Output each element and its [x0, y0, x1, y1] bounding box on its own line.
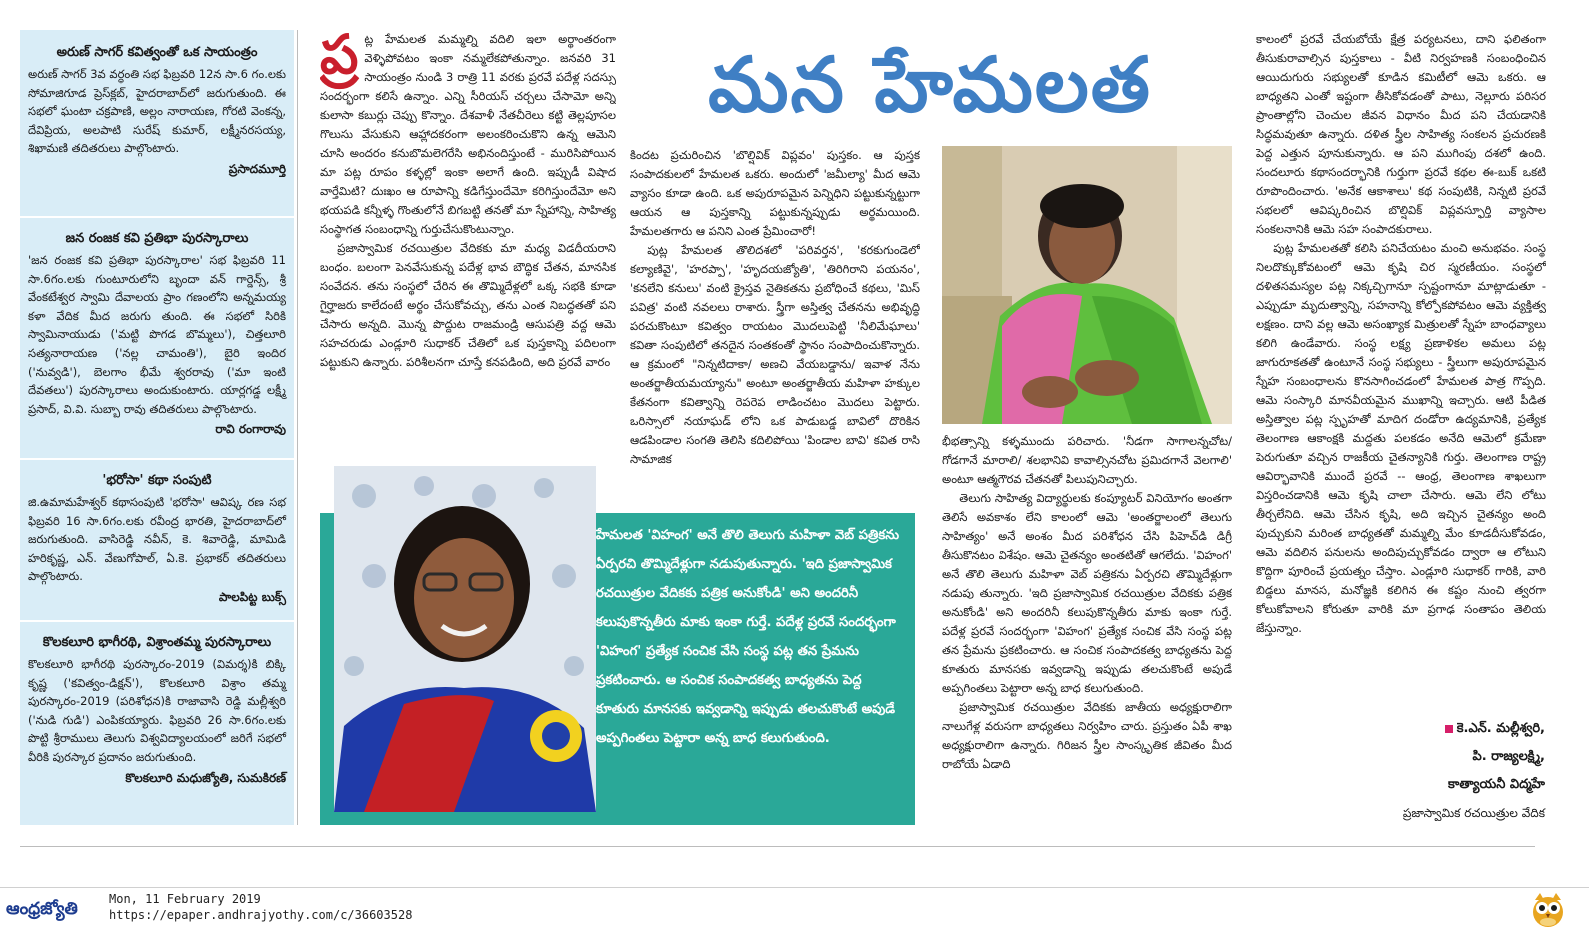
- article-paragraph: పుట్ల హేమలతతో కలిసి పనిచేయటం మంచి అనుభవం. సంస్థ నిలదొక్కుకోవటంలో ఆమె కృషి చిర స్మరణీయం. సంస్థలో దళితసమస్యల పట్ల నిక్కచ్చిగానూ స్పష్టంగానూ మాట్లాడుతూ - ఎప్పుడూ మృదుత్వాన్ని, సహనాన్ని కోల్పోకపోవటం ఆమె వ్యక్తిత్వ లక్షణం. దాని వల్ల ఆమె అసంఖ్యాక మిత్రులతో స్నేహ బాంధవ్యాలు కలిగి ఉండేవారు. సంస్థ లక్ష్య ప్రణాళికల అమలు పట్ల జాగురూకతతో ఉంటూనే సంస్థ సభ్యులు - స్త్రీలుగా అపురూపమైన స్నేహ సంబంధాలను కొనసాగించడంలో హేమలత పాత్ర గొప్పది. ఆమె సంస్కారి మానవీయమైన ముఖాన్ని ఇచ్చారు. ఆటి పీడిత అస్తిత్వాల పట్ల స్పృహతో మాదిగ దండోరా ఉద్యమానికి, ప్రత్యేక తెలంగాణ ఆకాంక్షకి మద్దతు పలకడం అనేది ఆమెలో క్రమేణా పెరుగుతూ వచ్చిన రాజకీయ చైతన్యానికి గుర్తు. తెలంగాణ రాష్ట్ర ఆవిర్భావానికి ముందే ప్రరవే -- ఆంధ్ర, తెలంగాణ శాఖలుగా విస్తరించడానికి ఆమె కృషి చాలా చేసారు. ఆమె లేని లోటు తీర్చలేనిది. ఆమె చేసిన కృషి, అది ఇచ్చిన చైతన్యం అంది పుచ్చుకుని మరింత బాధ్యతతో మమ్మల్ని మేం కూడదీసుకోవడం, ఆమె వదిలిన పనులను అందిపుచ్చుకోవడం ద్వారా ఆ లోటుని కొద్దిగా పూరించే ప్రయత్నం చేస్తాం. ఎండ్లూరి సుధాకర్ గారికి, వారి బిడ్డలు మానస, మనోజ్ఞకి కలిగిన ఈ కష్టం నుంచి త్వరగా కోలుకోవాలని కోరుతూ వారికి మా ప్రగాఢ సంతాపం తెలియ జేస్తున్నాం.: [1256, 241, 1546, 635]
- sidebar-divider: [20, 458, 294, 460]
- article-byline: [1300, 715, 1545, 827]
- sidebar-event-body: అరుణ్ సాగర్ 3వ వర్ధంతి సభ ఫిబ్రవరి 12న సా.6 గం.లకు సోమాజిగూడ ప్రెస్‌క్లబ్, హైదరాబాద్‌లో జరుగుతుంది. ఈ సభలో ఘంటా చక్రపాణి, అల్లం నారాయణ, గోరటి వెంకన్న, దేవిప్రియ, అలపాటి సురేష్ కుమార్, లక్ష్మీనరసయ్య, శిఖామణి తదితరులు పాల్గొంటారు.: [28, 67, 286, 156]
- portrait-photo-illustration: [942, 146, 1232, 424]
- article-column-1: [320, 30, 616, 458]
- sidebar-event-signature: కొలకలూరి మధుజ్యోతి, సుమకిరణ్: [125, 770, 286, 785]
- footer-meta: [109, 891, 412, 923]
- owl-icon-graphic: [1531, 890, 1565, 928]
- sidebar-event-body: 'జన రంజక కవి ప్రతిభా పురస్కారాల' సభ ఫిబ్రవరి 11 సా.6గం.లకు గుంటూరులోని బృందా వన్ గార్డెన్స్, శ్రీ వేంకటేశ్వర స్వామి దేవాలయ ప్రాం గణంలోని అన్నమయ్య కళా వేదిక మీద జరుగు తుంది. ఈ సభలో సిరికి స్వామినాయుడు ('మట్టి పొగడ బొమ్మలు'), చిత్తలూరి సత్యనారాయణ ('నల్ల చామంతి'), బైరి ఇందిర ('నువ్వడి'), బెలగాం భీమే శ్వరరావు ('మా ఇంటి దేవతలు') పురస్కారాలు అందుకుంటారు. యార్లగడ్డ లక్ష్మీ ప్రసాద్, వి.వి. సుబ్బా రావు తదితరులు పాల్గొంటారు.: [28, 253, 286, 416]
- article-paragraph: ప్రజాస్వామిక రచయిత్రుల వేదికకు జాతీయ అధ్యక్షురాలిగా నాలుగేళ్ల వరుసగా బాధ్యతలు నిర్వహిం చారు. ప్రస్తుతం ఏపీ శాఖ అధ్యక్షురాలిగా ఉన్నారు. గిరిజన స్త్రీల సాంస్కృతిక జీవితం మీద రాబోయే ఏడాది: [942, 700, 1232, 771]
- sidebar-event-title: జన రంజక కవి ప్రతిభా పురస్కారాలు: [65, 231, 249, 246]
- sidebar-event-title: అరుణ్ సాగర్ కవిత్వంతో ఒక సాయంత్రం: [56, 45, 258, 60]
- footer-rule: [0, 887, 1589, 888]
- sidebar-divider: [20, 620, 294, 622]
- sidebar-event-title: కొలకలూరి భాగీరథి, విశ్రాంతమ్మ పురస్కారాలు: [42, 635, 272, 650]
- byline-author-3: కాత్యాయనీ విద్మహే: [1448, 777, 1545, 792]
- sidebar-event-title: 'భరోసా' కథా సంపుటి: [102, 473, 212, 488]
- article-paragraph: ప్రజాస్వామిక రచయిత్రుల వేదికకు మా మధ్య విడదీయరాని బంధం. బలంగా పెనవేసుకున్న పదేళ్ల భావ బౌద్ధిక చేతన, మానసిక సంవేదన. తను సంస్థలో చేరిన ఈ తొమ్మిదేళ్లలో ఒక్క సభకి కూడా గైర్హాజరు కాలేదంటే అర్థం చేసుకోవచ్చు, తను ఎంత నిబద్ధతతో పని చేసారు అన్నది. మొన్న పొద్దుట రాజమండ్రి ఆసుపత్రి వద్ద ఆమె సహచరుడు ఎండ్లూరి సుధాకర్ చేతిలో ఒక పుస్తకాన్ని పదిలంగా పట్టుకుని ఉన్నారు. పరిశీలనగా చూస్తే కనపడింది, అది ప్రరవే వారం: [320, 241, 616, 369]
- owl-icon[interactable]: [1531, 890, 1565, 928]
- article-column-3: [942, 432, 1232, 840]
- sidebar-event-3: [20, 466, 294, 636]
- portrait-photo-red-saree: [334, 466, 596, 812]
- portrait-photo-green-saree: [942, 146, 1232, 424]
- sidebar-rule: [297, 30, 298, 825]
- sidebar-divider: [20, 216, 294, 218]
- sidebar-event-body: జి.ఉమామహేశ్వర్ కథాసంపుటి 'భరోసా' ఆవిష్క రణ సభ ఫిబ్రవరి 16 సా.6గం.లకు రవీంద్ర భారతి, హైదరాబాద్‌లో జరుగుతుంది. వాసిరెడ్డి నవీన్, కె. శివారెడ్డి, మామిడి హరికృష్ణ, ఎన్. వేణుగోపాల్, ఏ.కె. ప్రభాకర్ తదితరులు పాల్గొంటారు.: [28, 495, 286, 584]
- article-paragraph: కిందట ప్రచురించిన 'బొల్షివిక్ విప్లవం' పుస్తకం. ఆ పుస్తక సంపాదకులలో హేమలత ఒకరు. అందులో 'జమీల్యా' మీద ఆమె వ్యాసం కూడా ఉంది. ఒక అపురూపమైన పెన్నిధిని పట్టుకున్నట్టుగా ఆయన ఆ పుస్తకాన్ని పట్టుకున్నప్పుడు అర్థమయింది. హేమలతగారు ఆ పనిని ఎంత ప్రేమించారో!: [630, 148, 920, 238]
- byline-author-2: పి. రాజ్యలక్ష్మి,: [1472, 749, 1545, 764]
- byline-marker-icon: [1445, 725, 1453, 733]
- events-sidebar: [20, 30, 294, 825]
- pull-quote-text: హేమలత 'విహంగ' అనే తొలి తెలుగు మహిళా వెబ్ పత్రికను ఏర్పరచి తొమ్మిదేళ్లుగా నడుపుతున్నారు. 'ఇది ప్రజాస్వామిక రచయిత్రుల వేదికకు పత్రిక అనుకోండి' అని అందరినీ కలుపుకొన్నతీరు మాకు ఇంకా గుర్తే. పదేళ్ల ప్రరవే సందర్భంగా 'విహంగ' ప్రత్యేక సంచిక వేసి సంస్థ పట్ల తన ప్రేమను ప్రకటించారు. ఆ సంచిక సంపాదకత్వ బాధ్యతను పెద్ద కూతురు మానసకు ఇవ్వడాన్ని ఇప్పుడు తలచుకొంటే అపుడే అప్పగింతలు పెట్టారా అన్న బాధ కలుగుతుంది.: [596, 528, 900, 746]
- sidebar-event-2: [20, 224, 294, 480]
- sidebar-event-signature: ప్రసాదమూర్తి: [228, 161, 286, 176]
- article-paragraph: భీభత్సాన్ని కళ్ళముందు పరిచారు. 'నీడగా సాగాలన్నచోట/ గోడగానే మారాలి/ శలభానివి కావాల్సినచోట ప్రమిదగానే వెలగాలి' అంటూ ఆత్మగౌరవ చేతనతో పిలుపునిచ్చారు.: [942, 434, 1232, 486]
- article-paragraph: తెలుగు సాహిత్య విద్యార్థులకు కంప్యూటర్ వినియోగం అంతగా తెలిసే అవకాశం లేని కాలంలో ఆమె 'అంతర్జాలంలో తెలుగు సాహిత్యం' అనే అంశం మీద పరిశోధన చేసి పిహెచ్‌డి డిగ్రీ తీసుకొనటం విశేషం. ఆమె చైతన్యం అంతటితో ఆగలేదు. 'విహంగ' అనే తొలి తెలుగు మహిళా వెబ్ పత్రికను ఏర్పరచి తొమ్మిదేళ్లుగా నడుపు తున్నారు. 'ఇది ప్రజాస్వామిక రచయిత్రుల వేదికకు పత్రిక అనుకోండి' అని అందరినీ కలుపుకొన్నతీరు మాకు ఇంకా గుర్తే. పదేళ్ల ప్రరవే సందర్భంగా 'విహంగ' ప్రత్యేక సంచిక వేసి సంస్థ పట్ల తన ప్రేమను ప్రకటించారు. ఆ సంచిక సంపాదకత్వ బాధ్యతను పెద్ద కూతురు మానసకు ఇవ్వడాన్ని ఇప్పుడు తలచుకొంటే అపుడే అప్పగింతలు పెట్టారా అన్న బాధ కలుగుతుంది.: [942, 491, 1232, 695]
- sidebar-event-body: కొలకలూరి భాగీరథి పురస్కారం-2019 (విమర్శ)కి బిక్కి కృష్ణ ('కవిత్వం-డిక్షన్'), కొలకలూరి విశ్రాం తమ్మ పురస్కారం-2019 (పరిశోధన)కి రాజావాసి రెడ్డి మల్లీశ్వరి ('నుడి గుడి') ఎంపికయ్యారు. ఫిబ్రవరి 26 సా.6గం.లకు పొట్టి శ్రీరాములు తెలుగు విశ్వవిద్యాలయంలో జరిగే సభలో వీరికి పురస్కార ప్రదానం జరుగుతుంది.: [28, 657, 286, 764]
- sidebar-event-1: [20, 38, 294, 208]
- byline-author-1: కె.ఎన్. మల్లీశ్వరి,: [1300, 715, 1545, 743]
- drop-cap: ప్ర: [320, 30, 359, 86]
- article-column-2: [630, 146, 920, 508]
- sidebar-event-4: [20, 628, 294, 824]
- sidebar-event-signature: రావి రంగారావు: [215, 422, 286, 437]
- footer-url[interactable]: https://epaper.andhrajyothy.com/c/36603528: [109, 908, 413, 922]
- article-paragraph: ట్ల హేమలత మమ్మల్ని వదిలి ఇలా అర్థాంతరంగా వెళ్ళిపోవటం ఇంకా నమ్మలేకపోతున్నాం. జనవరి 31 సాయంత్రం నుండి 3 రాత్రి 11 వరకు ప్రరవే పదేళ్ల సదస్సు సందర్భంగా కలిసే ఉన్నాం. ఎన్ని సీరియస్ చర్చలు చేసామో అన్ని కులాసా కబుర్లు చెప్పు కొన్నాం. దేశవాళీ నేతచీరెలు కట్టి తెల్లపూసల గొలుసు వేసుకుని ఆహ్లాదకరంగా అలంకరించుకొని ఉన్న ఆమెని చూసి అందరం కనుబొమలెగరేసి అభినందిస్తుంటే - మురిసిపోయిన మా పట్ల రూపం కళ్ళల్లో ఇంకా అలాగే ఉంది. ఇప్పుడీ విషాద వార్తేమిటి? దుఃఖం ఆ రూపాన్ని కడిగేస్తుందేమో కరిగిస్తుందేమో అని భయపడి కన్నీళ్ళ గొంతులోనే బిగబట్టి తనతో మా స్నేహాన్ని, సాహిత్య సంస్థాగత సంబంధాన్ని గుర్తుచేసుకొంటున్నాం.: [320, 32, 616, 236]
- article-paragraph: కాలంలో ప్రరవే చేయబోయే క్షేత్ర పర్యటనలు, దాని ఫలితంగా తీసుకురావాల్సిన పుస్తకాలు - వీటి నిర్వహణకి సంబంధించిన ఆయిదుగురు సభ్యులతో కూడిన కమిటీలో ఆమె ఒకరు. ఆ బాధ్యతని ఎంతో ఇష్టంగా తీసికోవడంతో పాటు, నెల్లూరు పరిసర ప్రాంతాల్లోని చెంచుల జీవన విధానం మీద పని చేయడానికి సిద్ధమవుతూ ఉన్నారు. దళిత స్త్రీల సాహిత్య సంకలన ప్రచురణకి పెద్ద ఎత్తున పూనుకున్నారు. ఆ పని ముగింపు దశలో ఉంది. సందలూరు కథాసందర్భానికి గుర్తుగా ప్రరవే కథల ఈ-బుక్ ఒకటి రూపొందించారు. 'అనేక ఆకాశాలు' కథ సంపుటికి, నిన్నటి ప్రరవే సభలలో ఆవిష్కరించిన బొల్షివిక్ విప్లవస్ఫూర్తి వ్యాసాల సంకలనానికి ఆమె సహ సంపాదకురాలు.: [1256, 32, 1546, 236]
- article-paragraph: పుట్ల హేమలత తొలిదశలో 'పరివర్తన', 'కరకుగుండెలో కల్యాణివై', 'హరప్పా', 'హృదయజ్యోతి', 'తిరిగిరాని పయనం', 'కనలేని కనులు' వంటి క్రైస్తవ నైతికతను ప్రబోధించే కథలు, 'మిస్ పవిత్ర' వంటి నవలలు రాశారు. స్త్రీగా అస్తిత్వ చేతనను అభివృద్ధి పరచుకొంటూ కవిత్వం రాయటం మొదలుపెట్టి 'నీలిమేఘాలు' కవితా సంపుటిలో తనదైన సంతకంతో స్థానం సంపాదించుకొన్నారు. ఆ క్రమంలో "నిన్నటిదాకా/ అణచి వేయబడ్డాను/ ఇవాళ నేను అంతర్జాతీయమయ్యాను" అంటూ అంతర్జాతీయ మహిళా హక్కుల కేతనంగా కవిత్వాన్ని రెపరెప లాడించటం మొదలు పెట్టారు. ఒరిస్సాలో నయాఘడ్ లోని ఒక పాడుబడ్డ బావిలో దొరికిన ఆడపిండాల సంగతి తెలిసి కదిలిపోయి 'పిండాల బావి' కవిత రాసి సామాజిక: [630, 243, 920, 466]
- article-title: మన హేమలత: [708, 40, 1152, 129]
- footer-date: Mon, 11 February 2019: [109, 892, 261, 906]
- newspaper-logo[interactable]: ఆంధ్రజ్యోతి: [6, 899, 78, 919]
- portrait-photo-illustration: [334, 466, 596, 812]
- article-column-4: [1256, 30, 1546, 712]
- page-bottom-rule: [20, 846, 1535, 847]
- byline-organization: ప్రజాస్వామిక రచయిత్రుల వేదిక: [1402, 806, 1545, 820]
- sidebar-event-signature: పాలపిట్ట బుక్స్: [218, 589, 286, 604]
